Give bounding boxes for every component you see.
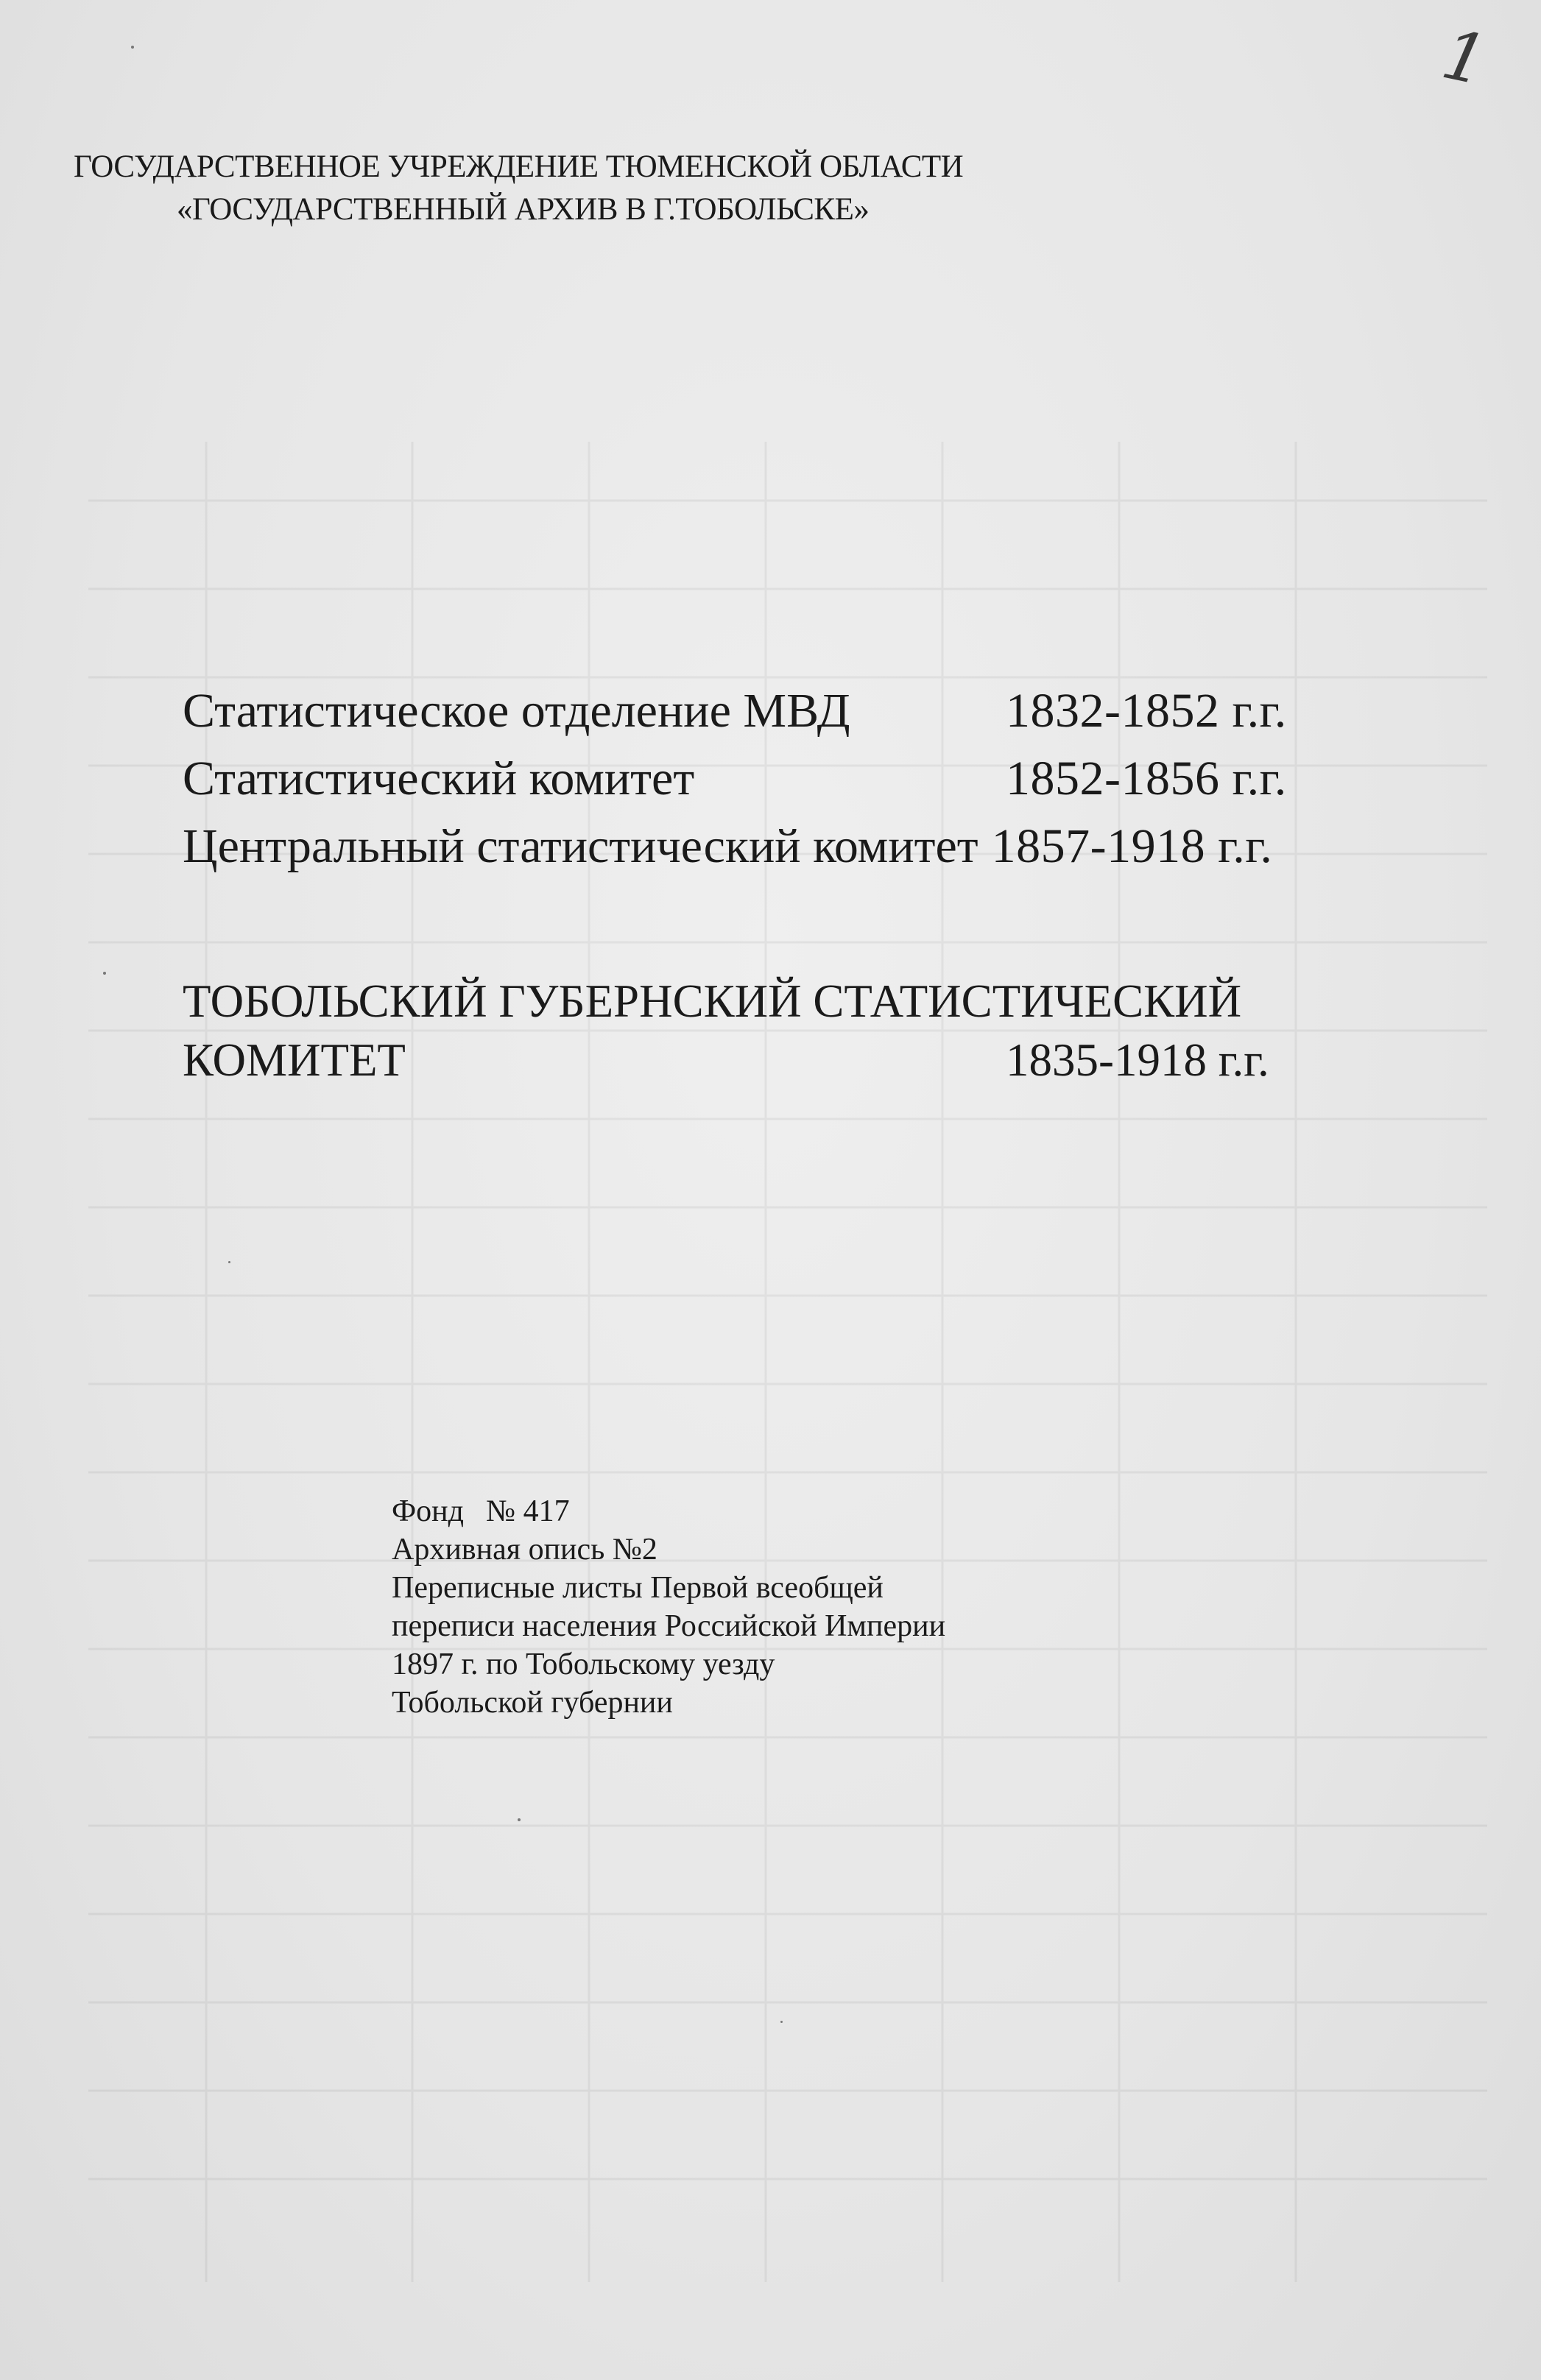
- organization-name: Центральный статистический комитет: [183, 819, 978, 873]
- scan-speck: [103, 972, 106, 975]
- scan-speck: [228, 1261, 230, 1263]
- fond-row: [392, 1492, 1128, 1530]
- organization-name: Статистическое отделение МВД: [183, 684, 850, 738]
- fond-block: [392, 1492, 1128, 1722]
- institution-name: ГОСУДАРСТВЕННОЕ УЧРЕЖДЕНИЕ ТЮМЕНСКОЙ ОБЛАСТИ: [74, 149, 964, 184]
- page-number: 1: [1435, 15, 1495, 101]
- fond-number: № 417: [486, 1494, 570, 1528]
- organization-name: Статистический комитет: [183, 752, 695, 805]
- scan-speck: [780, 2021, 783, 2023]
- organizations-list: [183, 677, 1434, 880]
- scan-speck: [518, 1818, 521, 1821]
- scan-speck: [131, 46, 134, 49]
- organization-row: [183, 677, 1434, 745]
- gubernia-committee-row: [183, 1031, 1434, 1090]
- archive-name: «ГОСУДАРСТВЕННЫЙ АРХИВ В Г.ТОБОЛЬСКЕ»: [177, 192, 870, 227]
- gubernia-committee-title: ТОБОЛЬСКИЙ ГУБЕРНСКИЙ СТАТИСТИЧЕСКИЙ: [183, 975, 1242, 1027]
- bleed-through-grid: [88, 221, 1487, 2282]
- organization-row: [183, 745, 1434, 813]
- gubernia-committee-dates: 1835-1918 г.г.: [1006, 1034, 1269, 1086]
- gubernia-committee: [183, 972, 1434, 1090]
- description-line: 1897 г. по Тобольскому уезду: [392, 1648, 775, 1681]
- organization-dates: 1852-1856 г.г.: [1006, 752, 1287, 805]
- inventory-number: Архивная опись №2: [392, 1533, 657, 1567]
- description-line: Переписные листы Первой всеобщей: [392, 1571, 884, 1605]
- organization-dates: 1832-1852 г.г.: [1006, 684, 1287, 738]
- gubernia-committee-title-cont: КОМИТЕТ: [183, 1034, 406, 1086]
- organization-row: [183, 813, 1434, 880]
- fond-label: Фонд: [392, 1494, 465, 1528]
- description-line: переписи населения Российской Империи: [392, 1609, 946, 1643]
- description-line: Тобольской губернии: [392, 1686, 673, 1720]
- organization-dates: 1857-1918 г.г.: [991, 819, 1273, 873]
- institution-header: [74, 146, 1178, 231]
